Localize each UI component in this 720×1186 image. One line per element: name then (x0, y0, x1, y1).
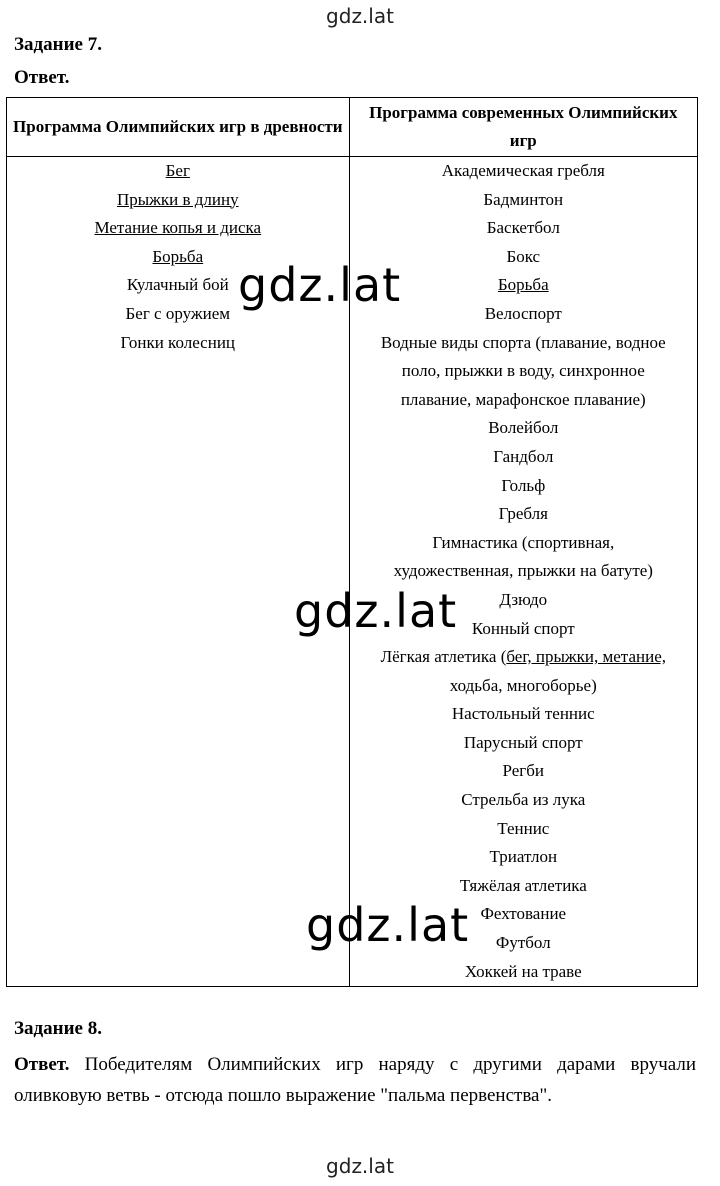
modern-sport-item: Настольный теннис (451, 704, 595, 724)
modern-sport-item: Тяжёлая атлетика (459, 875, 587, 895)
ancient-sport-item: Прыжки в длину (116, 189, 239, 209)
modern-sport-item: Гольф (501, 475, 546, 495)
modern-sports-cell (349, 157, 697, 987)
header-ancient: Программа Олимпийских игр в древности (7, 98, 350, 157)
modern-sport-item: ходьба, многоборье) (449, 675, 597, 695)
modern-sport-item: плавание, марафонское плавание) (400, 389, 646, 409)
modern-sport-item: Фехтование (480, 904, 567, 924)
watermark-bottom: gdz.lat (326, 1154, 394, 1178)
watermark-overlay: gdz.lat (306, 898, 470, 952)
modern-sport-item: Бадминтон (483, 189, 564, 209)
task-8-answer (14, 1050, 696, 1111)
ancient-sport-item: Метание копья и диска (94, 218, 262, 238)
modern-sport-item: Гребля (498, 504, 548, 524)
modern-sport-item: Теннис (497, 818, 550, 838)
modern-sport-item: Борьба (497, 275, 549, 295)
watermark-overlay: gdz.lat (238, 258, 402, 312)
modern-sport-item: Академическая гребля (441, 161, 605, 180)
ancient-sport-item: Бег (165, 161, 190, 180)
modern-sport-item: Гимнастика (спортивная, (432, 532, 615, 552)
athletics-underlined: бег, прыжки, метание, (506, 647, 666, 667)
modern-sport-item-athletics (350, 643, 697, 672)
task-8-answer-label: Ответ. (14, 1054, 70, 1075)
modern-sport-item: Стрельба из лука (461, 790, 586, 810)
modern-sport-item: Водные виды спорта (плавание, водное (380, 332, 666, 352)
modern-sport-item: Регби (502, 761, 545, 781)
task-8-answer-text: Победителям Олимпийских игр наряду с другими дарами вручали оливковую ветвь - отсюда пошло выражение "пальма первенства". (14, 1054, 696, 1106)
modern-sport-item: Конный спорт (471, 618, 575, 638)
modern-sport-item: Футбол (495, 933, 551, 953)
table-header-row (7, 98, 698, 157)
modern-sport-item: Триатлон (489, 847, 558, 867)
ancient-sport-item: Борьба (152, 246, 204, 266)
modern-sport-item: Велоспорт (484, 303, 562, 323)
athletics-prefix: Лёгкая атлетика ( (380, 647, 507, 667)
watermark-top: gdz.lat (326, 4, 394, 28)
modern-sport-item: Хоккей на траве (464, 961, 582, 981)
modern-sport-item: Парусный спорт (463, 732, 583, 752)
modern-sport-item: Гандбол (493, 446, 554, 466)
modern-sport-item: художественная, прыжки на батуте) (393, 561, 653, 581)
modern-sport-item: Баскетбол (486, 218, 560, 238)
modern-sport-item: поло, прыжки в воду, синхронное (401, 361, 645, 381)
modern-sport-item: Волейбол (488, 418, 559, 438)
header-modern: Программа современных Олимпийских игр (349, 98, 697, 157)
modern-sport-item: Дзюдо (499, 589, 548, 609)
task-7-answer-label: Ответ. (14, 67, 70, 88)
ancient-sport-item: Гонки колесниц (120, 332, 236, 352)
ancient-sport-item: Кулачный бой (126, 275, 229, 295)
watermark-overlay: gdz.lat (294, 584, 458, 638)
ancient-sport-item: Бег с оружием (125, 303, 231, 323)
modern-sport-item: Бокс (506, 246, 541, 266)
task-7-title: Задание 7. (14, 34, 102, 55)
olympic-programs-table (6, 97, 698, 987)
task-8-title: Задание 8. (14, 1018, 102, 1039)
